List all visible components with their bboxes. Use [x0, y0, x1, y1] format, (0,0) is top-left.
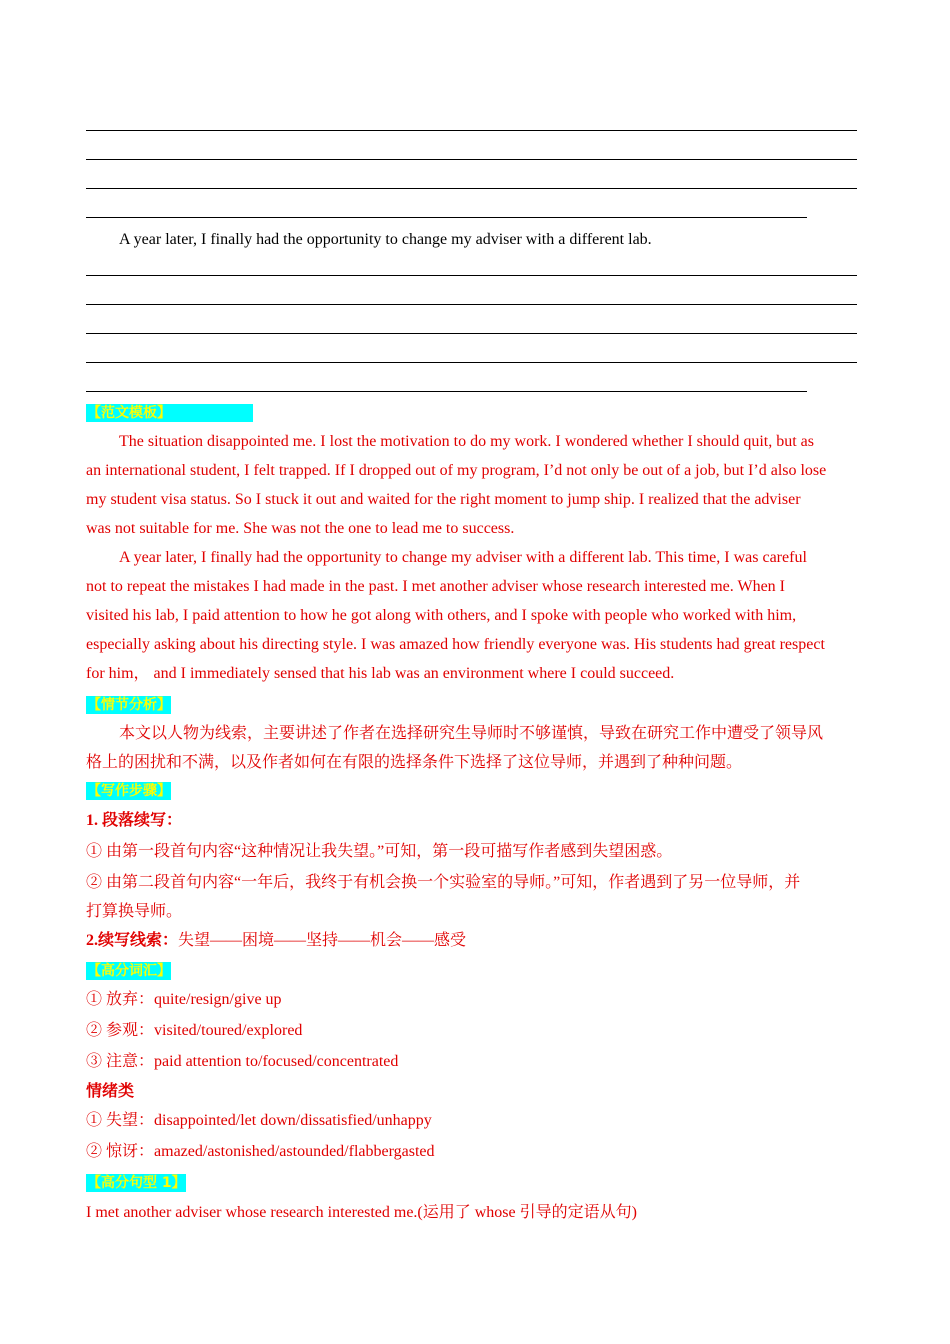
answer-line: [86, 391, 807, 392]
answer-line: [86, 130, 857, 131]
essay-line: for him， and I immediately sensed that his lab was an environment where I could succeed.: [86, 665, 675, 682]
step1-line: ② 由第二段首句内容“一年后，我终于有机会换一个实验室的导师。”可知，作者遇到了另一位导师，并: [86, 874, 801, 891]
vocab-item: [86, 1052, 398, 1072]
vocab-value: visited/toured/explored: [154, 1022, 303, 1039]
paragraph-prompt: A year later, I finally had the opportunity to change my adviser with a different lab.: [119, 231, 652, 248]
analysis-line: 格上的困扰和不满，以及作者如何在有限的选择条件下选择了这位导师，并遇到了种种问题。: [86, 754, 743, 771]
essay-line: was not suitable for me. She was not the one to lead me to success.: [86, 520, 515, 537]
essay-line: A year later, I finally had the opportunity to change my adviser with a different lab. This time, I was careful: [119, 549, 807, 566]
essay-line: my student visa status. So I stuck it out and waited for the right moment to jump ship. I realized that the adviser: [86, 491, 801, 508]
vocab-value: quite/resign/give up: [154, 991, 282, 1008]
vocab-value: paid attention to/focused/concentrated: [154, 1053, 399, 1070]
tag-label: 【写作步骤】: [87, 783, 171, 799]
answer-line: [86, 217, 807, 218]
tag-label: 【范文模板】: [86, 404, 253, 422]
emotion-title: 情绪类: [86, 1083, 135, 1100]
vocab-label: ③ 注意：: [86, 1053, 155, 1070]
answer-line: [86, 304, 857, 305]
answer-line: [86, 362, 857, 363]
vocab-value: disappointed/let down/dissatisfied/unhappy: [154, 1112, 432, 1129]
section-tag-plot-analysis: [86, 695, 171, 715]
vocab-value: amazed/astonished/astounded/flabbergasted: [154, 1143, 435, 1160]
vocab-item: [86, 1021, 302, 1041]
step1-title: 1. 段落续写：: [86, 812, 183, 829]
vocab-item: [86, 990, 282, 1010]
answer-line: [86, 188, 857, 189]
section-tag-vocab: [86, 961, 171, 981]
analysis-line: 本文以人物为线索，主要讲述了作者在选择研究生导师时不够谨慎，导致在研究工作中遭受了领导风: [119, 725, 824, 742]
section-tag-model-essay: [86, 403, 253, 423]
vocab-label: ① 放弃：: [86, 991, 155, 1008]
step1-line: ① 由第一段首句内容“这种情况让我失望。”可知，第一段可描写作者感到失望困惑。: [86, 843, 673, 860]
answer-line: [86, 333, 857, 334]
vocab-label: ② 惊讶：: [86, 1143, 155, 1160]
essay-line: visited his lab, I paid attention to how he got along with others, and I spoke with people who worked with him,: [86, 607, 797, 624]
step2-title: 2.续写线索：: [86, 932, 179, 949]
essay-line: The situation disappointed me. I lost the motivation to do my work. I wondered whether I should quit, but as: [119, 433, 814, 450]
section-tag-sentence: [86, 1173, 186, 1193]
tag-label: 【高分词汇】: [87, 963, 171, 979]
vocab-label: ② 参观：: [86, 1022, 155, 1039]
sentence-example: I met another adviser whose research interested me.(运用了 whose 引导的定语从句): [86, 1204, 637, 1221]
vocab-label: ① 失望：: [86, 1112, 155, 1129]
section-tag-writing-steps: [86, 781, 171, 801]
answer-line: [86, 159, 857, 160]
essay-line: not to repeat the mistakes I had made in the past. I met another adviser whose research interested me. When I: [86, 578, 786, 595]
step2-text: 失望——困境——坚持——机会——感受: [178, 932, 467, 949]
tag-label: 【高分句型 1】: [87, 1175, 186, 1191]
vocab-item: [86, 1142, 435, 1162]
vocab-item: [86, 1111, 432, 1131]
answer-line: [86, 275, 857, 276]
essay-line: especially asking about his directing style. I was amazed how friendly everyone was. His students had great respect: [86, 636, 825, 653]
step1-line: 打算换导师。: [86, 903, 183, 920]
step2-line: [86, 931, 466, 951]
tag-label: 【情节分析】: [87, 697, 171, 713]
essay-line: an international student, I felt trapped. If I dropped out of my program, I’d not only be out of a job, but I’d also lose: [86, 462, 827, 479]
